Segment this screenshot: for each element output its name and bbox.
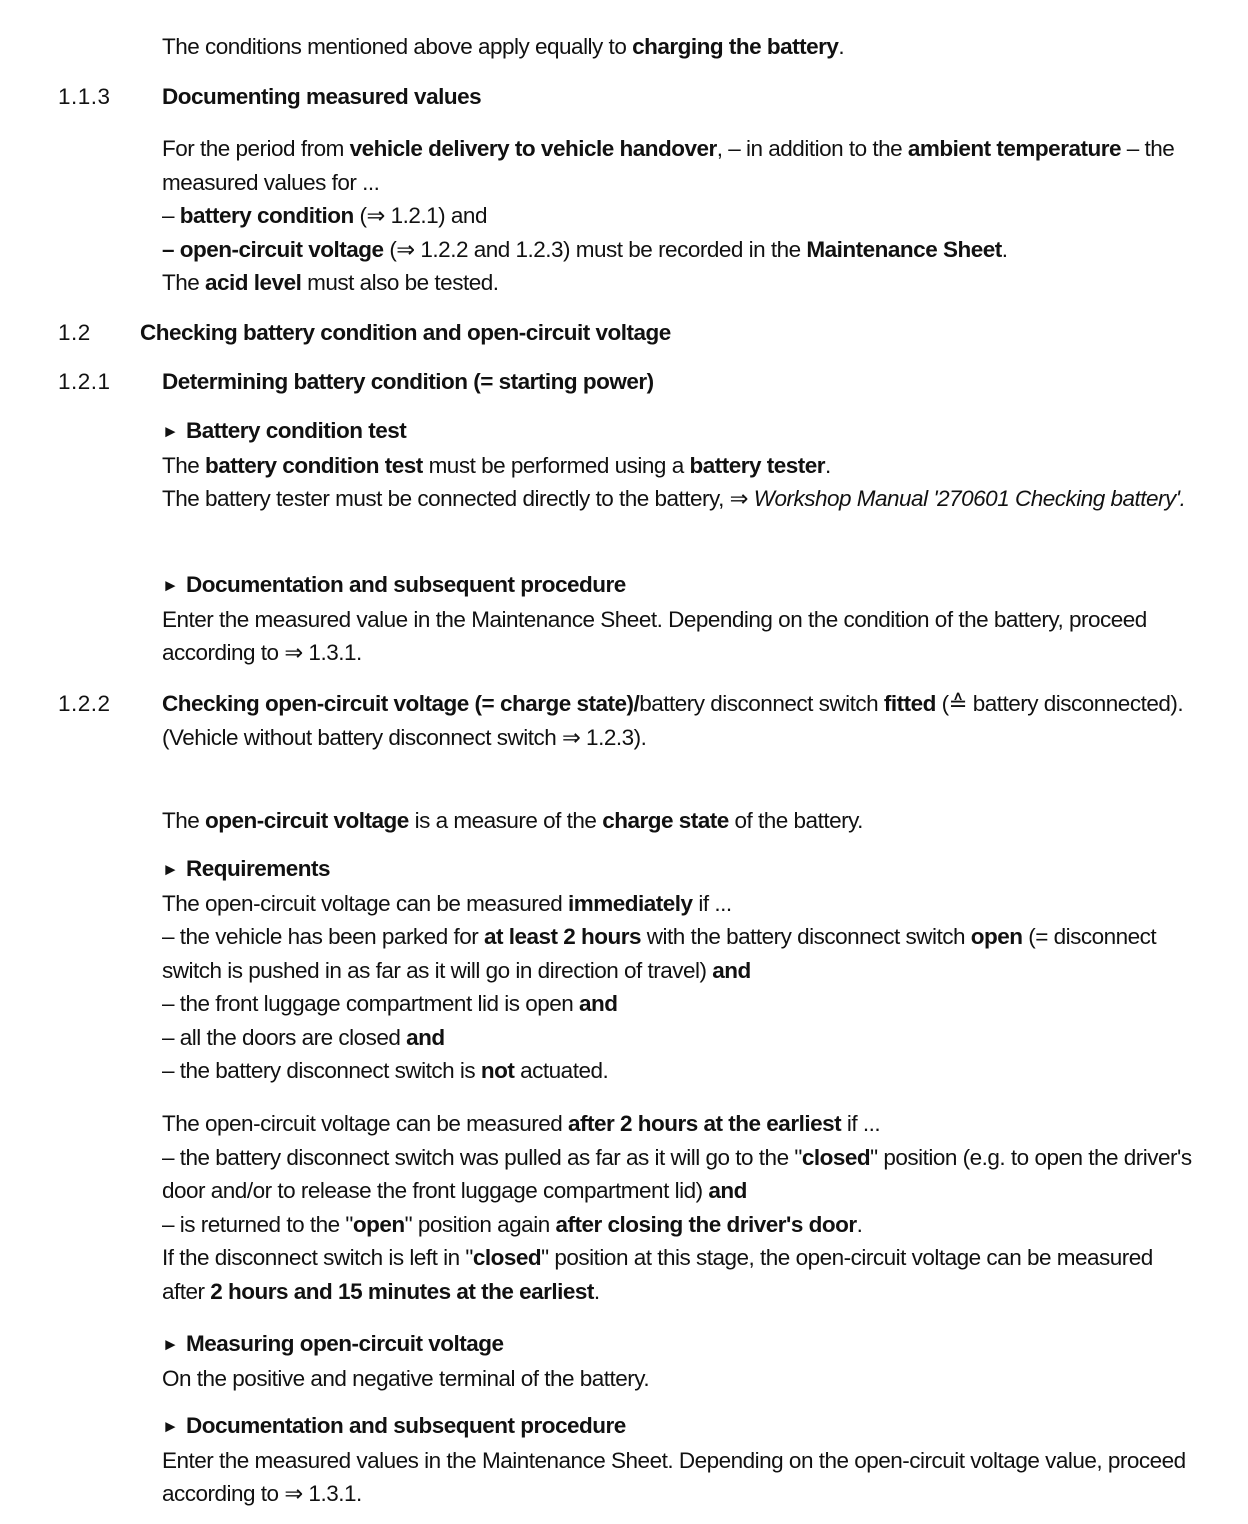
bold-text: charging the battery [632, 34, 839, 59]
paragraph-ocv-measure [162, 804, 1192, 838]
subheading [162, 1409, 1192, 1444]
text-run: If the disconnect switch is left in " [162, 1245, 473, 1270]
text-run: On the positive and negative terminal of the battery. [162, 1365, 650, 1391]
triangle-bullet-icon: ► [162, 860, 179, 879]
subheading [162, 414, 1192, 449]
section-title-1-1-3: Documenting measured values [162, 84, 482, 109]
text-run: For the period from [162, 136, 350, 161]
text-run: Enter the measured value in the Maintenance Sheet. Depending on the condition of the battery, proceed according to ⇒ 1.3.1. [162, 606, 1147, 665]
rich-line [162, 1107, 1192, 1141]
subheading-label: Requirements [186, 856, 331, 881]
bold-text: and [712, 957, 751, 983]
subheading-label: Battery condition test [186, 418, 407, 443]
bold-text: fitted [883, 691, 936, 716]
text-run: – the front luggage compartment lid is open [162, 991, 580, 1016]
text-run: battery disconnect switch [639, 691, 884, 716]
triangle-bullet-icon: ► [162, 422, 179, 441]
rich-line [162, 1241, 1192, 1308]
text-run: – the measured values for ... [162, 136, 1175, 195]
text-run: . [593, 1278, 600, 1304]
block-battery-condition-test [162, 414, 1192, 516]
bold-text: open-circuit voltage [205, 808, 409, 833]
paragraph-charging-note [162, 30, 1192, 64]
rich-line [162, 132, 1192, 199]
block-measuring-ocv [162, 1327, 1192, 1395]
text-run: – the battery disconnect switch is [162, 1058, 481, 1083]
rich-line [162, 449, 1192, 483]
bold-text: closed [801, 1144, 871, 1170]
text-run: The conditions mentioned above apply equally to [162, 34, 633, 59]
rich-line [162, 721, 1192, 755]
bold-text: charge state [602, 808, 729, 833]
text-run: . [856, 1211, 863, 1237]
bold-text: after 2 hours at the earliest [568, 1111, 842, 1136]
rich-line [162, 1362, 1192, 1396]
paragraph-after-2-hours [162, 1107, 1192, 1308]
subheading [162, 568, 1192, 603]
bold-text: ambient temperature [907, 136, 1121, 161]
bold-text: Maintenance Sheet [806, 236, 1002, 262]
text-run: if ... [692, 890, 732, 916]
section-1-2-2-body [162, 687, 1192, 754]
section-number-1-1-3: 1.1.3 [58, 84, 111, 109]
text-run: The open-circuit voltage can be measured [162, 890, 568, 916]
section-title-1-2: Checking battery condition and open-circuit voltage [140, 320, 671, 345]
rich-line [162, 603, 1192, 670]
rich-line [162, 1444, 1192, 1511]
bold-text: immediately [568, 890, 693, 916]
bold-text: at least 2 hours [483, 924, 642, 949]
text-run: . [838, 34, 845, 59]
subheading-label: Measuring open-circuit voltage [186, 1331, 504, 1356]
text-run: The battery tester must be connected directly to the battery, [162, 486, 730, 511]
bold-text: closed [472, 1245, 542, 1270]
paragraph-documenting [162, 132, 1192, 300]
bold-text: and [708, 1178, 747, 1203]
rich-line [162, 920, 1192, 987]
bold-text: after closing the driver's door [555, 1211, 857, 1237]
bold-text: open [970, 924, 1023, 949]
text-run: " position again [404, 1211, 556, 1237]
bold-text: vehicle delivery to vehicle handover [349, 136, 717, 161]
rich-line [162, 1208, 1192, 1242]
text-run: (Vehicle without battery disconnect switch ⇒ 1.2.3). [162, 724, 647, 750]
text-run: – is returned to the " [162, 1211, 353, 1237]
rich-line [162, 482, 1192, 516]
bold-text: battery condition test [205, 452, 423, 478]
bold-text: open [352, 1211, 405, 1237]
text-run: . [825, 452, 831, 478]
rich-line [162, 30, 1192, 64]
triangle-bullet-icon: ► [162, 1335, 179, 1354]
bold-text: – open-circuit voltage [162, 236, 384, 262]
block-requirements [162, 852, 1192, 1088]
subheading-label: Documentation and subsequent procedure [186, 1413, 626, 1438]
text-run: – [162, 203, 180, 228]
section-number-1-2-1: 1.2.1 [58, 369, 111, 394]
bold-text: battery tester [689, 452, 826, 478]
text-run: " position (e.g. to open the driver's door and/or to release the front luggage compartment lid) [162, 1144, 1192, 1203]
section-number-1-2-2: 1.2.2 [58, 691, 111, 716]
bold-text: not [480, 1058, 515, 1083]
text-run: must also be tested. [301, 270, 499, 295]
text-run: The [162, 452, 206, 478]
subheading-label: Documentation and subsequent procedure [186, 572, 626, 597]
text-run: . [1001, 236, 1008, 262]
text-run: – the vehicle has been parked for [162, 924, 484, 949]
text-run: (⇒ 1.2.1) and [353, 203, 487, 228]
text-run: (= disconnect switch is pushed in as far as it will go in direction of travel) [162, 924, 1157, 983]
text-run: The open-circuit voltage can be measured [162, 1111, 568, 1136]
rich-line [162, 266, 1192, 300]
rich-line [162, 804, 1192, 838]
text-run: must be performed using a [422, 452, 690, 478]
italic-reference: ⇒ Workshop Manual '270601 Checking battery'. [729, 486, 1186, 511]
triangle-bullet-icon: ► [162, 1417, 179, 1436]
subheading [162, 1327, 1192, 1362]
rich-line [162, 887, 1192, 921]
bold-text: and [579, 991, 618, 1016]
section-title-1-2-1: Determining battery condition (= starting power) [162, 369, 654, 394]
text-run: is a measure of the [408, 808, 603, 833]
block-documentation-1 [162, 568, 1192, 670]
rich-line [162, 1141, 1192, 1208]
text-run: (≙ battery disconnected). [935, 691, 1184, 716]
rich-line [162, 987, 1192, 1021]
triangle-bullet-icon: ► [162, 576, 179, 595]
text-run: (⇒ 1.2.2 and 1.2.3) must be recorded in the [383, 236, 807, 262]
text-run: with the battery disconnect switch [641, 924, 971, 949]
text-run: if ... [841, 1111, 881, 1136]
rich-line [162, 199, 1192, 233]
bold-text: battery condition [179, 203, 354, 228]
text-run: The [162, 270, 206, 295]
text-run: of the battery. [728, 808, 863, 833]
text-run: Enter the measured values in the Maintenance Sheet. Depending on the open-circuit voltage value, proceed according to ⇒ 1.3.1. [162, 1447, 1186, 1506]
text-run: " position at this stage, the open-circuit voltage can be measured after [162, 1245, 1153, 1304]
rich-line [162, 687, 1192, 721]
rich-line [162, 1054, 1192, 1088]
bold-text: acid level [205, 270, 302, 295]
text-run: – all the doors are closed [162, 1024, 407, 1050]
section-number-1-2: 1.2 [58, 320, 91, 345]
subheading [162, 852, 1192, 887]
text-run: actuated. [514, 1058, 609, 1083]
text-run: – the battery disconnect switch was pulled as far as it will go to the " [162, 1144, 802, 1170]
text-run: , – in addition to the [716, 136, 908, 161]
text-run: The [162, 808, 206, 833]
bold-text: 2 hours and 15 minutes at the earliest [210, 1278, 594, 1304]
bold-text: and [406, 1024, 445, 1050]
block-documentation-2 [162, 1409, 1192, 1511]
rich-line [162, 233, 1192, 267]
bold-text: Checking open-circuit voltage (= charge state)/ [162, 691, 640, 716]
rich-line [162, 1021, 1192, 1055]
